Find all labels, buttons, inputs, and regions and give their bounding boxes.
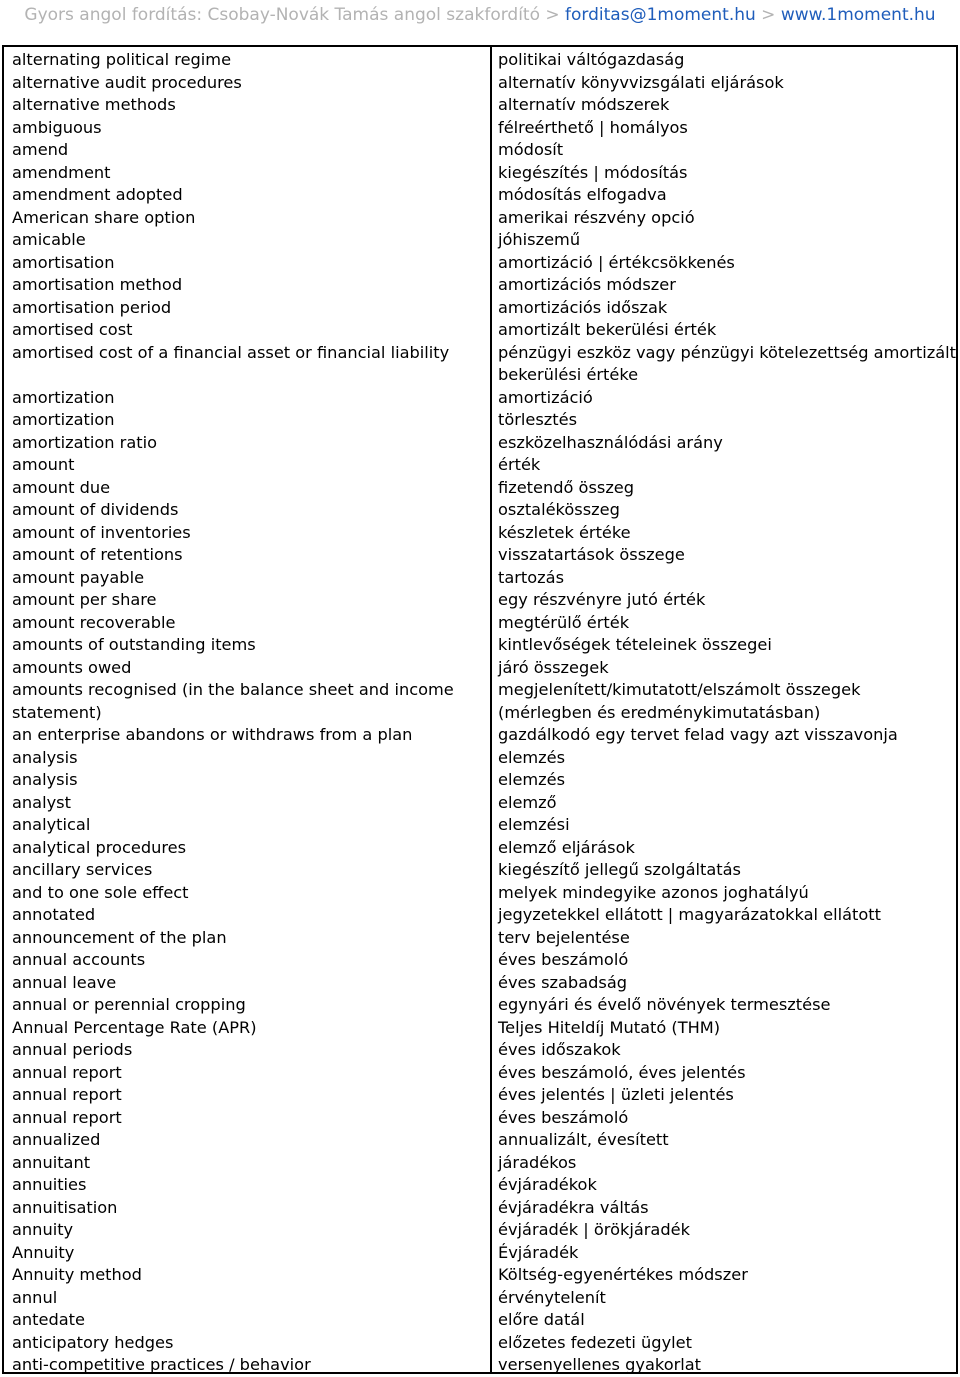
table-row: [4, 94, 956, 117]
english-term: amounts of outstanding items: [12, 635, 256, 654]
table-row: [4, 477, 956, 500]
table-row: [4, 297, 956, 320]
hungarian-term: versenyellenes gyakorlat: [498, 1355, 702, 1374]
english-term: amount per share: [12, 590, 157, 609]
english-term: ambiguous: [12, 117, 102, 137]
table-row: [4, 432, 956, 455]
hungarian-term: elemzési: [498, 815, 570, 834]
hungarian-term: egy részvényre jutó érték: [498, 590, 706, 609]
english-term: alternative audit procedures: [12, 72, 242, 92]
table-row: [4, 1287, 956, 1310]
english-term: Annual Percentage Rate (APR): [12, 1017, 257, 1037]
english-term: ancillary services: [12, 860, 153, 879]
header-separator: >: [755, 5, 781, 25]
hungarian-term: politikai váltógazdaság: [498, 50, 685, 69]
hungarian-term: éves szabadság: [498, 972, 628, 992]
hungarian-term: amortizációs időszak: [498, 297, 668, 317]
table-row: [4, 1039, 956, 1062]
english-term: antedate: [12, 1310, 85, 1329]
english-term: annual report: [12, 1085, 122, 1104]
english-term: an enterprise abandons or withdraws from a plan: [12, 725, 413, 744]
hungarian-term: érték: [498, 455, 541, 474]
table-row: [4, 229, 956, 252]
table-row: [4, 162, 956, 185]
table-row: [4, 1062, 956, 1085]
table-row: [4, 72, 956, 95]
hungarian-term: előre datál: [498, 1310, 585, 1329]
english-term: annul: [12, 1287, 58, 1307]
hungarian-term: melyek mindegyike azonos joghatályú: [498, 882, 809, 902]
hungarian-term: alternatív módszerek: [498, 95, 670, 114]
table-row: [4, 522, 956, 545]
hungarian-term: járó összegek: [498, 657, 609, 677]
english-term: annual periods: [12, 1040, 133, 1059]
english-term: annual or perennial cropping: [12, 995, 246, 1014]
table-row: [4, 49, 956, 72]
english-term: and to one sole effect: [12, 882, 189, 902]
english-term: amortization ratio: [12, 432, 157, 452]
english-term: alternative methods: [12, 95, 176, 114]
english-term: annualized: [12, 1130, 101, 1149]
english-term: amount of dividends: [12, 500, 179, 519]
table-row: [4, 1354, 956, 1377]
table-row: [4, 882, 956, 905]
english-term: announcement of the plan: [12, 927, 227, 947]
english-term: annual leave: [12, 972, 117, 992]
english-term: amortised cost: [12, 320, 133, 339]
table-row: [4, 1017, 956, 1040]
table-row: [4, 1264, 956, 1287]
english-term: Annuity method: [12, 1265, 142, 1284]
table-row: [4, 139, 956, 162]
english-term: annual report: [12, 1107, 122, 1127]
table-row: [4, 724, 956, 747]
table-row: [4, 1174, 956, 1197]
hungarian-term: tartozás: [498, 567, 565, 587]
hungarian-term: évjáradékra váltás: [498, 1197, 649, 1217]
english-term: annual accounts: [12, 950, 146, 969]
english-term: amounts recognised (in the balance sheet and income statement): [12, 680, 454, 722]
hungarian-term: készletek értéke: [498, 522, 631, 542]
hungarian-term: éves beszámoló: [498, 1107, 629, 1127]
table-row: [4, 747, 956, 770]
english-term: amortisation: [12, 252, 115, 272]
hungarian-term: eszközelhasználódási arány: [498, 432, 723, 452]
hungarian-term: amortizációs módszer: [498, 275, 676, 294]
english-term: Annuity: [12, 1242, 75, 1262]
table-row: [4, 792, 956, 815]
english-term: analytical: [12, 815, 91, 834]
english-term: amounts owed: [12, 657, 132, 677]
table-row: [4, 814, 956, 837]
hungarian-term: megjelenített/kimutatott/elszámolt összegek (mérlegben és eredménykimutatásban): [498, 680, 861, 722]
table-row: [4, 1152, 956, 1175]
glossary-table: [2, 45, 958, 1374]
english-term: anticipatory hedges: [12, 1332, 174, 1352]
table-row: [4, 679, 956, 724]
english-term: annotated: [12, 905, 96, 924]
english-term: annuitant: [12, 1152, 91, 1172]
table-row: [4, 1107, 956, 1130]
hungarian-term: Évjáradék: [498, 1242, 579, 1262]
english-term: amount recoverable: [12, 612, 176, 632]
table-row: [4, 657, 956, 680]
hungarian-term: elemző eljárások: [498, 837, 635, 857]
hungarian-term: járadékos: [498, 1152, 577, 1172]
page-header: [0, 4, 960, 28]
table-row: [4, 972, 956, 995]
hungarian-term: alternatív könyvvizsgálati eljárások: [498, 72, 784, 92]
table-row: [4, 387, 956, 410]
hungarian-term: annualizált, évesített: [498, 1130, 669, 1149]
hungarian-term: Költség-egyenértékes módszer: [498, 1265, 748, 1284]
hungarian-term: módosítás elfogadva: [498, 185, 667, 204]
table-row: [4, 1219, 956, 1242]
english-term: amend: [12, 140, 69, 159]
table-row: [4, 949, 956, 972]
hungarian-term: egynyári és évelő növények termesztése: [498, 995, 831, 1014]
hungarian-term: amortizáció | értékcsökkenés: [498, 252, 735, 272]
english-term: analyst: [12, 792, 71, 812]
table-row: [4, 207, 956, 230]
english-term: amount of retentions: [12, 545, 183, 564]
table-row: [4, 1129, 956, 1152]
hungarian-term: kintlevőségek tételeinek összegei: [498, 635, 772, 654]
hungarian-term: amortizáció: [498, 387, 593, 407]
table-row: [4, 927, 956, 950]
english-term: anti-competitive practices / behavior: [12, 1355, 311, 1374]
table-row: [4, 1084, 956, 1107]
table-row: [4, 634, 956, 657]
table-row: [4, 1332, 956, 1355]
hungarian-term: módosít: [498, 140, 564, 159]
english-term: annuitisation: [12, 1197, 118, 1217]
hungarian-term: félreérthető | homályos: [498, 117, 688, 137]
english-term: amendment: [12, 162, 111, 182]
hungarian-term: éves beszámoló: [498, 950, 629, 969]
table-row: [4, 837, 956, 860]
english-term: amount: [12, 455, 75, 474]
english-term: amortization: [12, 387, 115, 407]
english-term: amortisation period: [12, 297, 172, 317]
hungarian-term: elemzés: [498, 747, 566, 767]
hungarian-term: éves jelentés | üzleti jelentés: [498, 1085, 734, 1104]
english-term: amendment adopted: [12, 185, 183, 204]
table-row: [4, 544, 956, 567]
english-term: amortisation method: [12, 275, 183, 294]
table-row: [4, 319, 956, 342]
table-row: [4, 589, 956, 612]
table-row: [4, 612, 956, 635]
header-site-link[interactable]: www.1moment.hu: [780, 5, 936, 25]
english-term: amortised cost of a financial asset or financial liability: [12, 342, 450, 362]
hungarian-term: évjáradék | örökjáradék: [498, 1220, 690, 1239]
header-title: Gyors angol fordítás: Csobay-Novák Tamás angol szakfordító >: [24, 5, 566, 25]
hungarian-term: pénzügyi eszköz vagy pénzügyi kötelezettség amortizált bekerülési értéke: [498, 342, 957, 384]
english-term: amount of inventories: [12, 522, 191, 542]
english-term: amount payable: [12, 567, 145, 587]
table-row: [4, 904, 956, 927]
hungarian-term: elemzés: [498, 770, 566, 789]
table-row: [4, 342, 956, 387]
hungarian-term: fizetendő összeg: [498, 477, 635, 497]
hungarian-term: Teljes Hiteldíj Mutató (THM): [498, 1017, 721, 1037]
table-row: [4, 1309, 956, 1332]
hungarian-term: kiegészítő jellegű szolgáltatás: [498, 860, 741, 879]
hungarian-term: gazdálkodó egy tervet felad vagy azt visszavonja: [498, 725, 898, 744]
english-term: American share option: [12, 207, 196, 227]
hungarian-term: elemző: [498, 792, 557, 812]
table-row: [4, 454, 956, 477]
table-row: [4, 117, 956, 140]
table-row: [4, 1242, 956, 1265]
table-row: [4, 274, 956, 297]
english-term: annual report: [12, 1062, 122, 1082]
english-term: alternating political regime: [12, 50, 232, 69]
hungarian-term: éves beszámoló, éves jelentés: [498, 1062, 746, 1082]
table-row: [4, 409, 956, 432]
table-row: [4, 994, 956, 1017]
table-row: [4, 567, 956, 590]
table-row: [4, 859, 956, 882]
hungarian-term: törlesztés: [498, 410, 578, 429]
hungarian-term: kiegészítés | módosítás: [498, 162, 688, 182]
table-row: [4, 769, 956, 792]
hungarian-term: megtérülő érték: [498, 612, 630, 632]
english-term: annuities: [12, 1175, 87, 1194]
hungarian-term: visszatartások összege: [498, 545, 685, 564]
english-term: amount due: [12, 477, 111, 497]
hungarian-term: jegyzetekkel ellátott | magyarázatokkal ellátott: [498, 905, 881, 924]
english-term: amortization: [12, 410, 115, 429]
hungarian-term: éves időszakok: [498, 1040, 621, 1059]
table-row: [4, 499, 956, 522]
english-term: annuity: [12, 1220, 74, 1239]
hungarian-term: jóhiszemű: [498, 230, 581, 249]
english-term: analysis: [12, 747, 78, 767]
table-row: [4, 252, 956, 275]
hungarian-term: osztalékösszeg: [498, 500, 620, 519]
hungarian-term: amortizált bekerülési érték: [498, 320, 717, 339]
table-row: [4, 184, 956, 207]
glossary-rows: [4, 49, 956, 1377]
english-term: analysis: [12, 770, 78, 789]
english-term: amicable: [12, 230, 86, 249]
hungarian-term: évjáradékok: [498, 1175, 597, 1194]
hungarian-term: terv bejelentése: [498, 927, 630, 947]
header-email-link[interactable]: forditas@1moment.hu: [565, 5, 756, 25]
hungarian-term: előzetes fedezeti ügylet: [498, 1332, 692, 1352]
english-term: analytical procedures: [12, 837, 187, 857]
hungarian-term: érvénytelenít: [498, 1287, 606, 1307]
table-row: [4, 1197, 956, 1220]
hungarian-term: amerikai részvény opció: [498, 207, 695, 227]
